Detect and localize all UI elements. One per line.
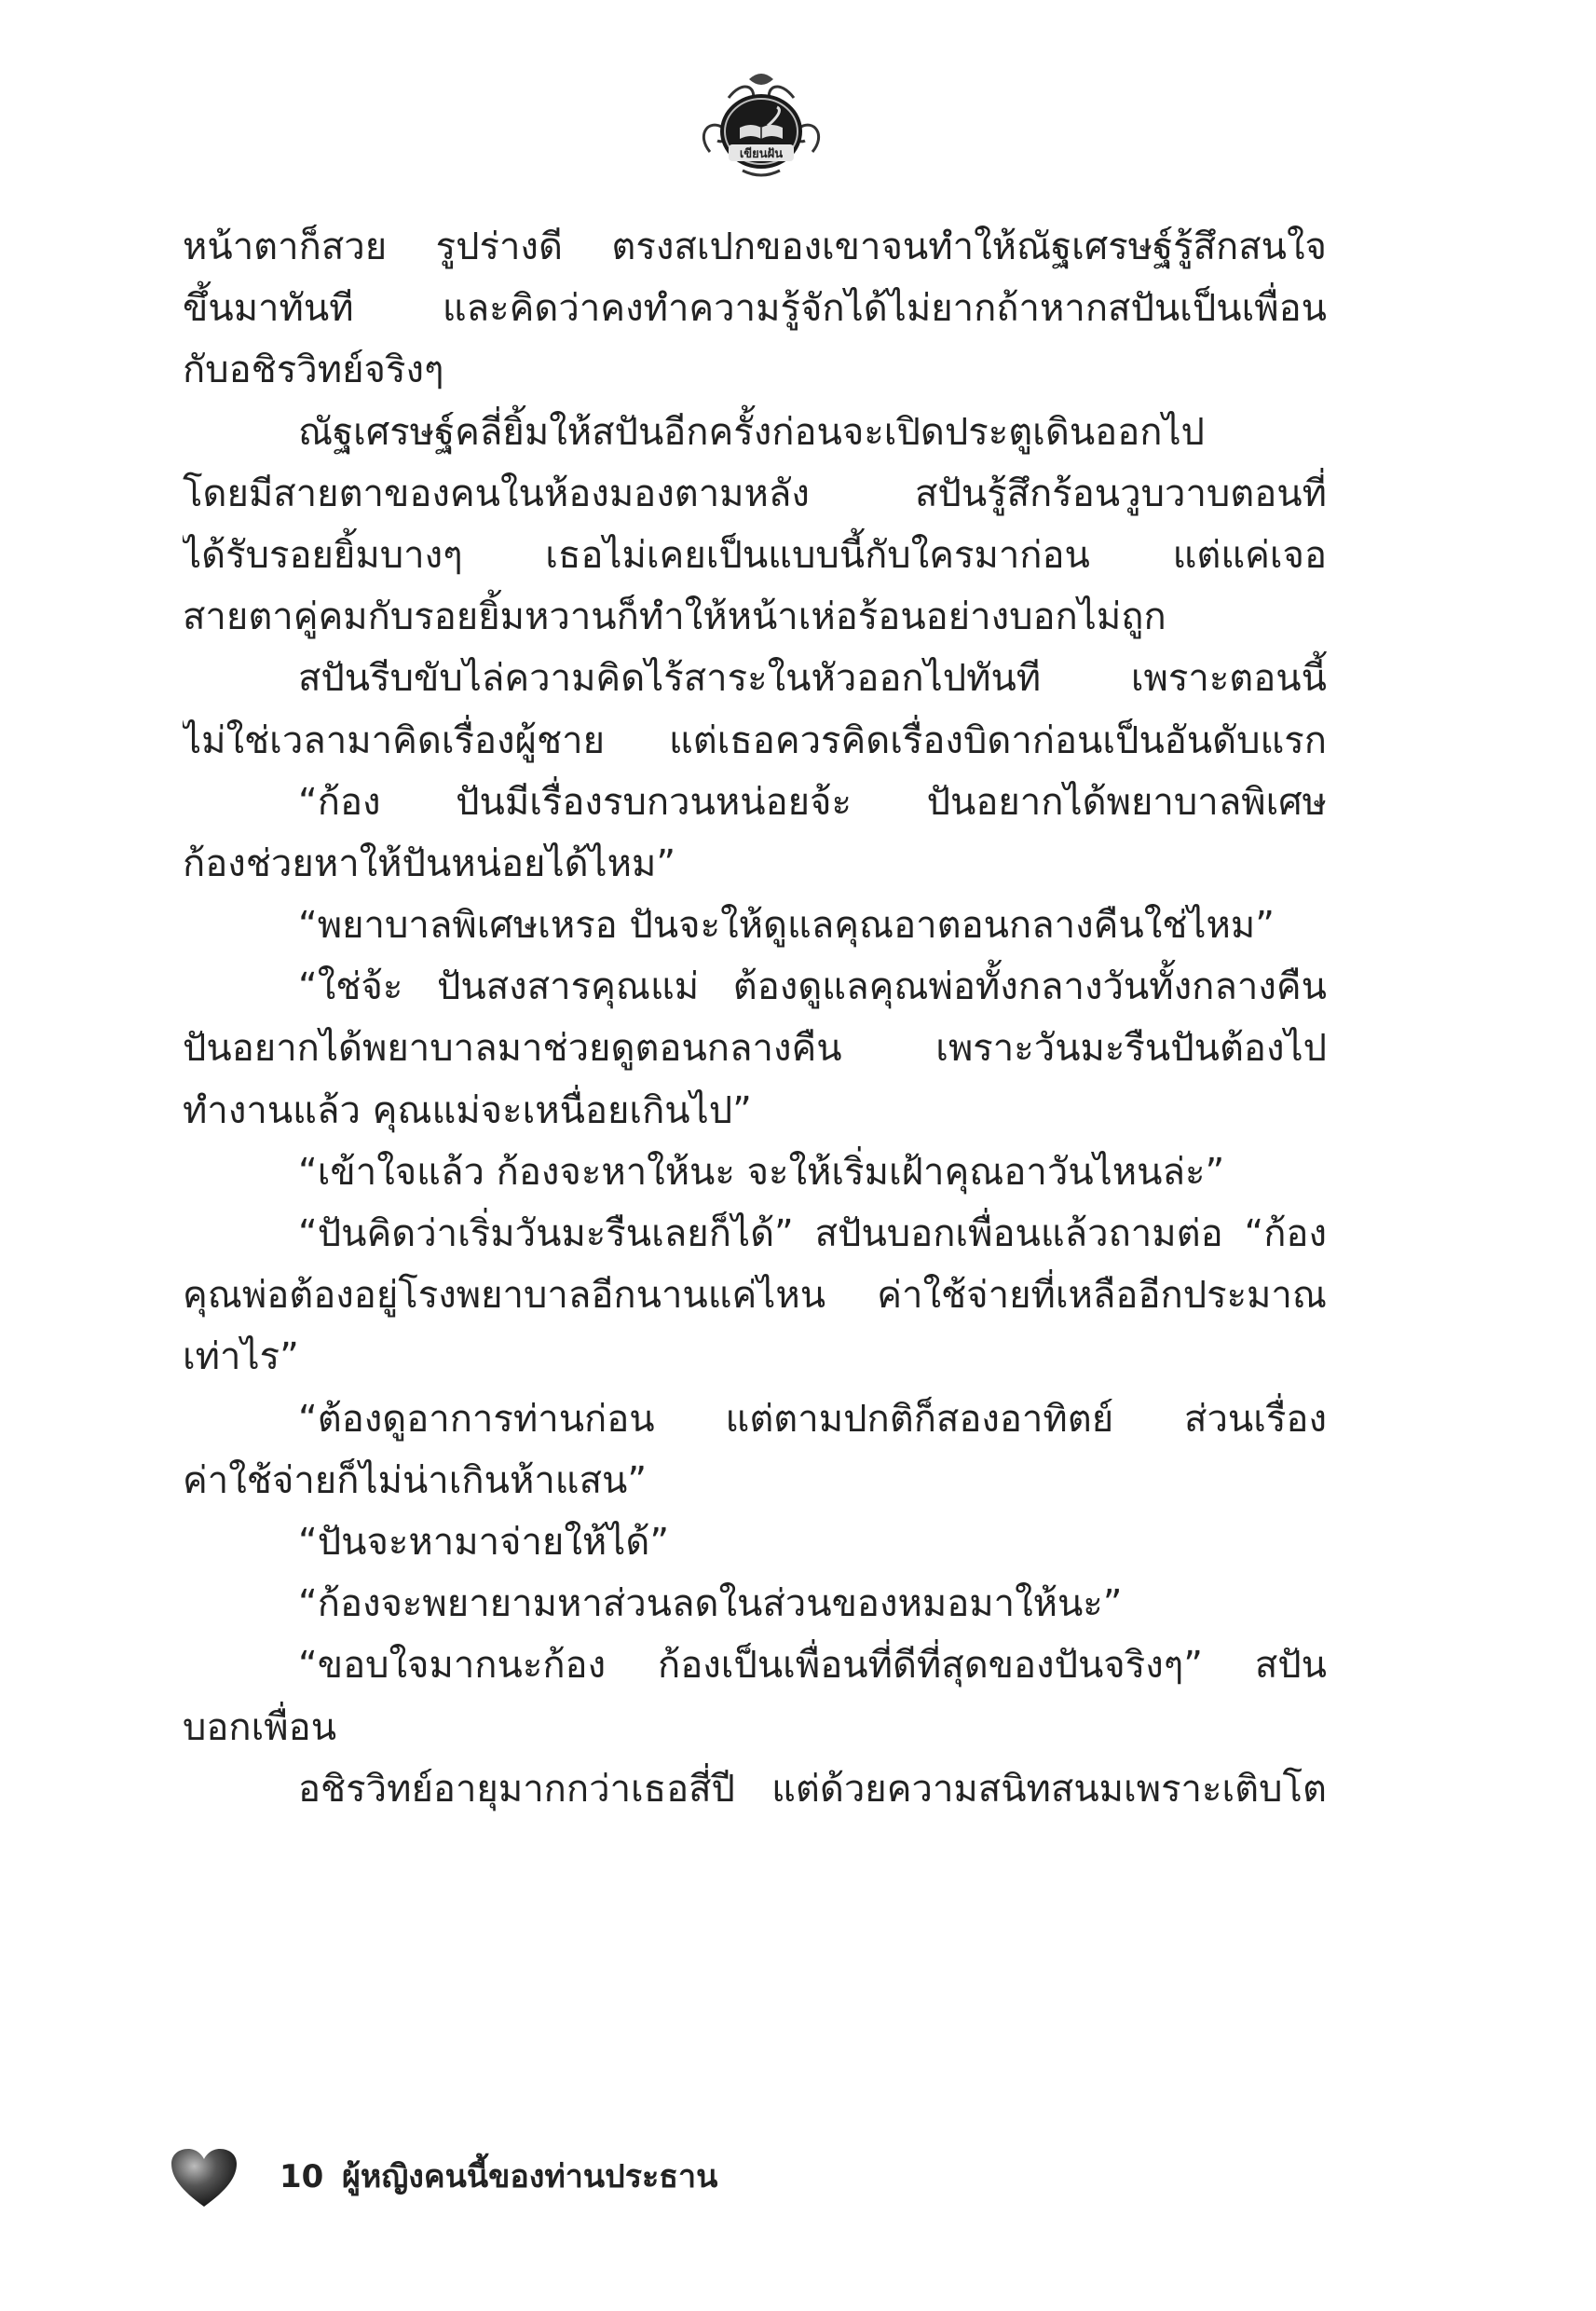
text-line: ปันอยากได้พยาบาลมาช่วยดูตอนกลางคืน เพราะวันมะรืนปันต้องไป — [183, 1027, 1327, 1071]
text-line: ได้รับรอยยิ้มบางๆ เธอไม่เคยเป็นแบบนี้กับใครมาก่อน แต่แค่เจอ — [183, 533, 1327, 577]
text-line: สายตาคู่คมกับรอยยิ้มหวานก็ทำให้หน้าเห่อร้อนอย่างบอกไม่ถูก — [183, 595, 1166, 639]
text-line: “ก้อง ปันมีเรื่องรบกวนหน่อยจ้ะ ปันอยากได้พยาบาลพิเศษ — [298, 780, 1327, 824]
text-line: “ขอบใจมากนะก้อง ก้องเป็นเพื่อนที่ดีที่สุดของปันจริงๆ” สปัน — [298, 1644, 1327, 1688]
text-line: เท่าไร” — [183, 1335, 299, 1379]
text-line: “เข้าใจแล้ว ก้องจะหาให้นะ จะให้เริ่มเฝ้าคุณอาวันไหนล่ะ” — [298, 1150, 1225, 1194]
text-line: “พยาบาลพิเศษเหรอ ปันจะให้ดูแลคุณอาตอนกลางคืนใช่ไหม” — [298, 904, 1275, 948]
text-line: บอกเพื่อน — [183, 1705, 337, 1749]
text-line: ขึ้นมาทันที และคิดว่าคงทำความรู้จักได้ไม่ยากถ้าหากสปันเป็นเพื่อน — [183, 287, 1327, 331]
body-text — [183, 216, 1327, 1820]
text-line: คุณพ่อต้องอยู่โรงพยาบาลอีกนานแค่ไหน ค่าใช้จ่ายที่เหลืออีกประมาณ — [183, 1274, 1327, 1318]
page-number: 10 — [280, 2158, 324, 2195]
text-line: “ใช่จ้ะ ปันสงสารคุณแม่ ต้องดูแลคุณพ่อทั้งกลางวันทั้งกลางคืน — [298, 965, 1327, 1009]
text-line: ณัฐเศรษฐ์คลี่ยิ้มให้สปันอีกครั้งก่อนจะเปิดประตูเดินออกไป — [298, 410, 1205, 454]
text-line: สปันรีบขับไล่ความคิดไร้สาระในหัวออกไปทันที เพราะตอนนี้ — [298, 657, 1327, 701]
logo-text: เขียนฝัน — [739, 147, 784, 161]
text-line: “ต้องดูอาการท่านก่อน แต่ตามปกติก็สองอาทิตย์ ส่วนเรื่อง — [298, 1397, 1327, 1441]
text-line: โดยมีสายตาของคนในห้องมองตามหลัง สปันรู้สึกร้อนวูบวาบตอนที่ — [183, 472, 1327, 515]
text-line: ก้องช่วยหาให้ปันหน่อยได้ไหม” — [183, 841, 676, 885]
text-line: ทำงานแล้ว คุณแม่จะเหนื่อยเกินไป” — [183, 1088, 752, 1132]
heart-icon — [170, 2147, 239, 2208]
header-logo — [691, 70, 831, 180]
text-line: “ปันคิดว่าเริ่มวันมะรืนเลยก็ได้” สปันบอกเพื่อนแล้วถามต่อ “ก้อง — [298, 1212, 1327, 1255]
text-line: กับอชิรวิทย์จริงๆ — [183, 349, 444, 392]
ornate-emblem-logo-icon — [691, 70, 831, 180]
text-line: “ก้องจะพยายามหาส่วนลดในส่วนของหมอมาให้นะ” — [298, 1582, 1123, 1626]
text-line: อชิรวิทย์อายุมากกว่าเธอสี่ปี แต่ด้วยความสนิทสนมเพราะเติบโต — [298, 1767, 1327, 1811]
book-title: ผู้หญิงคนนี้ของท่านประธาน — [342, 2158, 718, 2195]
page-footer — [170, 2143, 1101, 2218]
text-line: “ปันจะหามาจ่ายให้ได้” — [298, 1520, 670, 1564]
text-line: ค่าใช้จ่ายก็ไม่น่าเกินห้าแสน” — [183, 1458, 648, 1502]
text-line: ไม่ใช่เวลามาคิดเรื่องผู้ชาย แต่เธอควรคิดเรื่องบิดาก่อนเป็นอันดับแรก — [183, 718, 1327, 762]
text-line: หน้าตาก็สวย รูปร่างดี ตรงสเปกของเขาจนทำให้ณัฐเศรษฐ์รู้สึกสนใจ — [183, 226, 1327, 268]
